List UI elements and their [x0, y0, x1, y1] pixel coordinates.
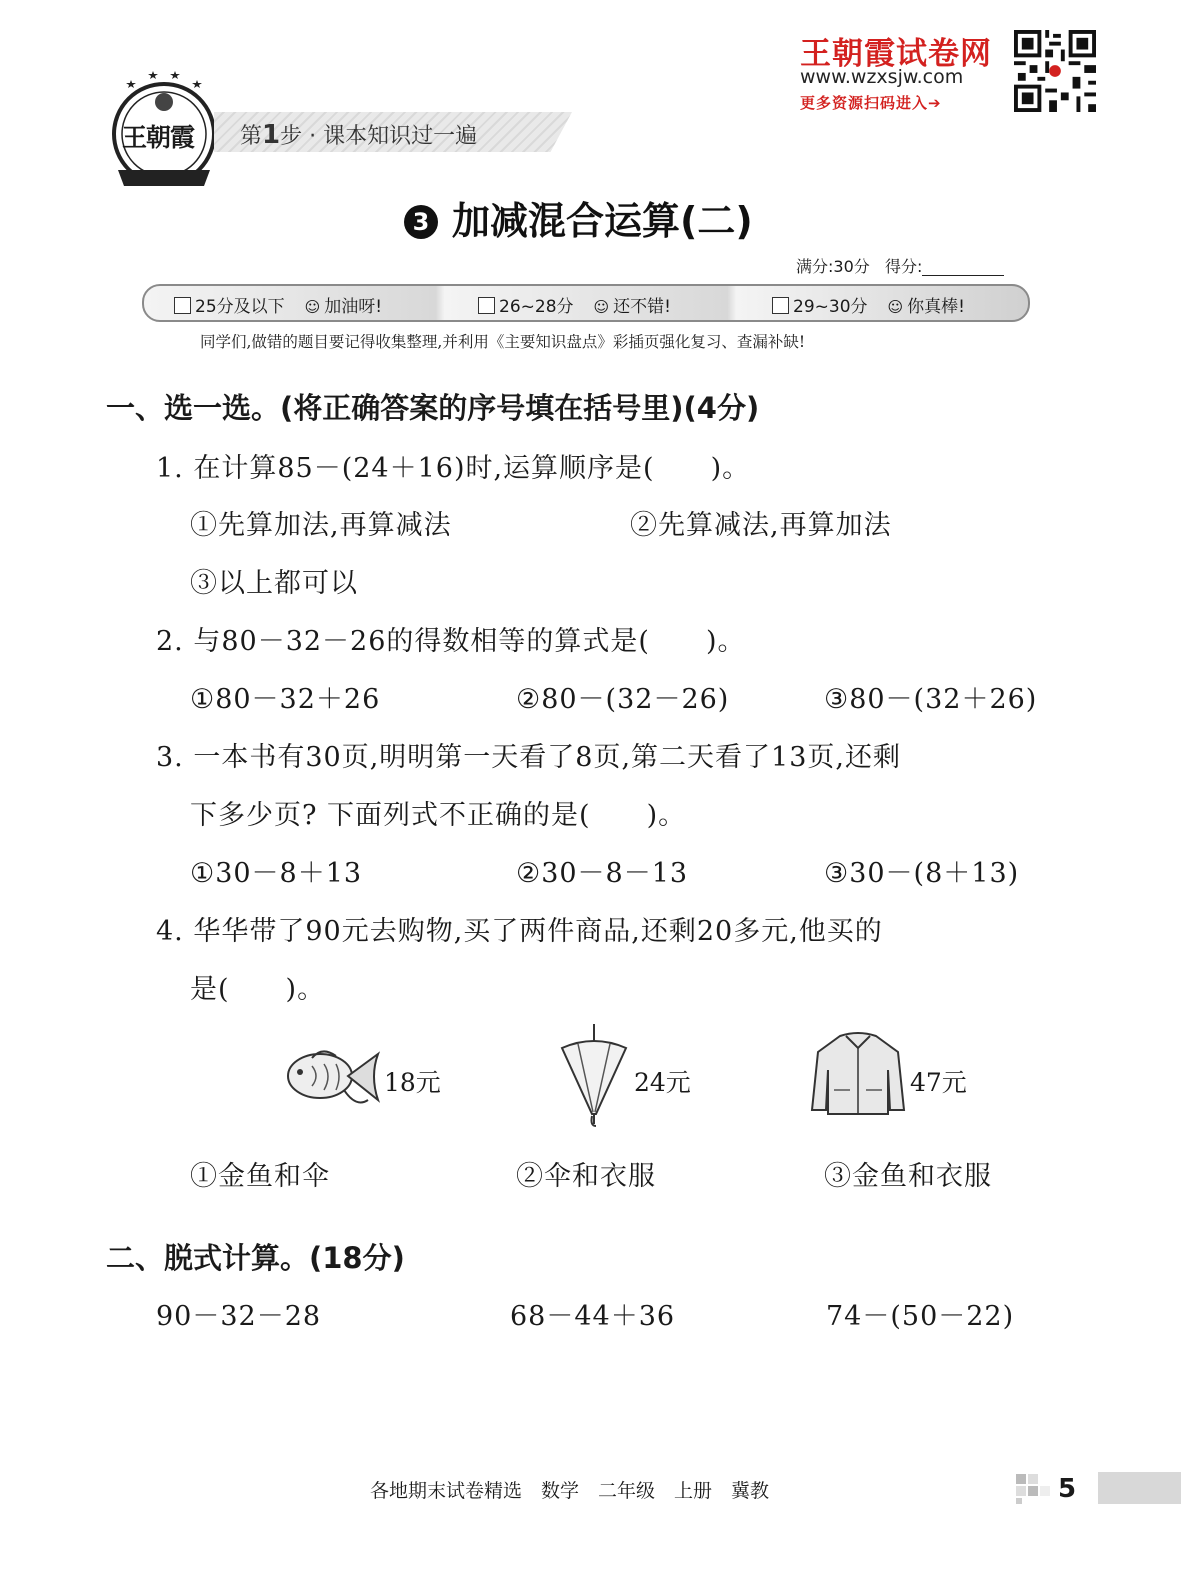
decorative-squares [1016, 1474, 1052, 1504]
q1-stem: 1. 在计算85－(24＋16)时,运算顺序是( )。 [156, 453, 751, 484]
smiley-icon: ☺ [304, 298, 321, 316]
full-score: 满分:30分 [796, 257, 870, 276]
q3-option-1[interactable]: ①30－8＋13 [190, 858, 363, 889]
q4-stem-line2: 是( )。 [190, 974, 326, 1005]
q4-option-3[interactable]: ③金鱼和衣服 [824, 1161, 992, 1192]
got-score-label: 得分: [885, 257, 923, 276]
q4-option-2[interactable]: ②伞和衣服 [516, 1161, 656, 1192]
q2-option-1[interactable]: ①80－32＋26 [190, 684, 381, 715]
q2-option-2[interactable]: ②80－(32－26) [516, 684, 730, 715]
grade-item: 26~28分 ☺ 还不错! [478, 292, 671, 317]
footer-text: 各地期末试卷精选 数学 二年级 上册 冀教 [370, 1480, 770, 1502]
q2-stem: 2. 与80－32－26的得数相等的算式是( )。 [156, 626, 746, 657]
calc-problem-1: 90－32－28 [156, 1301, 322, 1332]
q1-option-2[interactable]: ②先算减法,再算加法 [630, 510, 892, 541]
q4-stem-line1: 4. 华华带了90元去购物,买了两件商品,还剩20多元,他买的 [156, 916, 883, 947]
qr-code-icon[interactable] [1014, 30, 1096, 112]
goldfish-icon [282, 1040, 382, 1114]
brand-title: 王朝霞试卷网 [800, 36, 992, 72]
q3-option-3[interactable]: ③30－(8＋13) [824, 858, 1020, 889]
page-number: 5 [1058, 1474, 1077, 1504]
smiley-icon: ☺ [887, 298, 904, 316]
grade-checkbox[interactable] [478, 297, 495, 314]
jacket-icon [810, 1030, 906, 1116]
notice-text: 同学们,做错的题目要记得收集整理,并利用《主要知识盘点》彩插页强化复习、查漏补缺! [200, 333, 806, 351]
lesson-number-badge: 3 [404, 205, 438, 239]
grade-item: 25分及以下 ☺ 加油呀! [174, 292, 382, 317]
brand-tagline: 更多资源扫码进入➔ [800, 94, 942, 112]
goldfish-price: 18元 [384, 1068, 441, 1097]
q2-option-3[interactable]: ③80－(32＋26) [824, 684, 1038, 715]
umbrella-price: 24元 [634, 1068, 691, 1097]
section2-heading: 二、脱式计算。(18分) [106, 1241, 405, 1275]
smiley-icon: ☺ [593, 298, 610, 316]
jacket-price: 47元 [910, 1068, 967, 1097]
logo-text: 王朝霞 [122, 123, 195, 152]
brand-url[interactable]: www.wzxsjw.com [800, 66, 964, 88]
q4-option-1[interactable]: ①金鱼和伞 [190, 1161, 330, 1192]
calc-problem-2: 68－44＋36 [510, 1301, 676, 1332]
score-line [796, 254, 1004, 277]
step-label: 第1步 · 课本知识过一遍 [240, 120, 478, 150]
q1-option-3[interactable]: ③以上都可以 [190, 568, 358, 599]
grade-item: 29~30分 ☺ 你真棒! [772, 292, 965, 317]
grade-checkbox[interactable] [772, 297, 789, 314]
q3-option-2[interactable]: ②30－8－13 [516, 858, 689, 889]
q3-stem-line2: 下多少页? 下面列式不正确的是( )。 [190, 800, 687, 831]
lesson-title: 3 加减混合运算(二) [404, 190, 753, 245]
page-tab [1098, 1472, 1181, 1504]
umbrella-icon [556, 1024, 632, 1128]
q3-stem-line1: 3. 一本书有30页,明明第一天看了8页,第二天看了13页,还剩 [156, 742, 901, 773]
calc-problem-3: 74－(50－22) [826, 1301, 1015, 1332]
grade-checkbox[interactable] [174, 297, 191, 314]
section1-heading: 一、选一选。(将正确答案的序号填在括号里)(4分) [106, 391, 760, 425]
q1-option-1[interactable]: ①先算加法,再算减法 [190, 510, 452, 541]
got-score-blank[interactable] [922, 257, 1004, 276]
